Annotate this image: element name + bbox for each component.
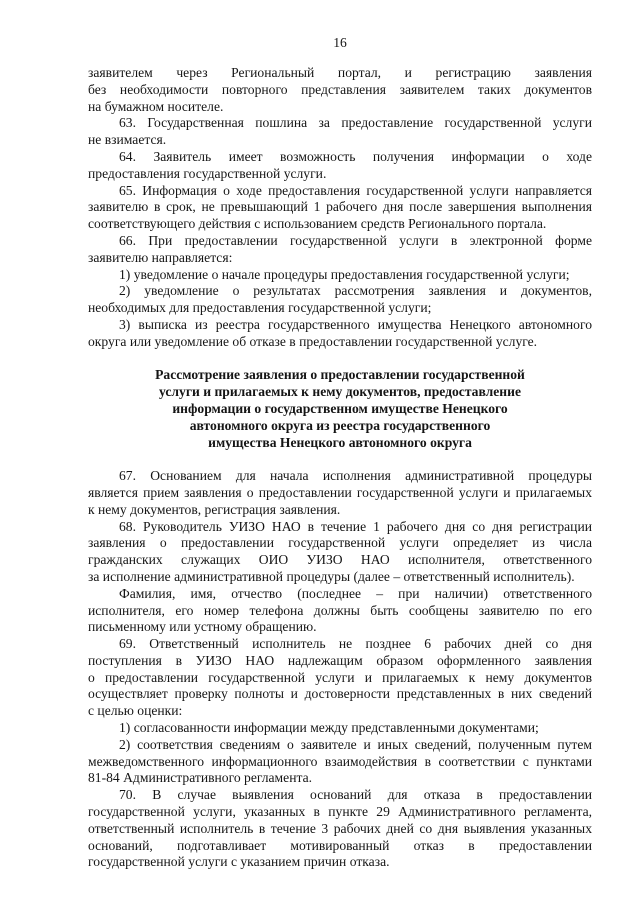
list-item-69-2: [88, 737, 592, 787]
paragraph-65: [88, 183, 592, 233]
paragraph-70: [88, 787, 592, 871]
text-line: за исполнение административной процедуры (далее – ответственный исполнитель).: [88, 568, 575, 584]
text-line: 2) соответствия сведениям о заявителе и иных сведений, полученным путем: [119, 736, 592, 752]
text-line: соответствующего действия с использованием средств Регионального портала.: [88, 216, 547, 232]
text-line: 2) уведомление о результатах рассмотрения заявления и документов,: [119, 283, 592, 299]
paragraph-continuation: [88, 65, 592, 115]
heading-line: Рассмотрение заявления о предоставлении государственной: [155, 367, 525, 383]
paragraph-63: [88, 115, 592, 149]
list-item-69-1: [88, 720, 592, 737]
text-line: 70. В случае выявления оснований для отказа в предоставлении: [119, 787, 592, 803]
text-line: заявителем через Региональный портал, и регистрацию заявления: [88, 65, 592, 80]
text-line: межведомственного информационного взаимодействия в соответствии с пунктами: [88, 753, 592, 769]
text-line: ответственный исполнитель в течение 3 рабочих дней со дня выявления указанных: [88, 820, 592, 836]
text-line: заявления о предоставлении государственной услуги определяет из числа: [88, 535, 592, 551]
text-line: заявителю направляется:: [88, 249, 233, 265]
text-line: 81-84 Административного регламента.: [88, 770, 313, 786]
text-line: к нему документов, регистрация заявления.: [88, 501, 341, 517]
paragraph-69: [88, 636, 592, 720]
text-line: 3) выписка из реестра государственного имущества Ненецкого автономного: [119, 316, 592, 332]
text-line: округа или уведомление об отказе в предоставлении государственной услуге.: [88, 333, 538, 349]
text-line: письменному или устному обращению.: [88, 619, 317, 635]
heading-line: автономного округа из реестра государственного: [189, 417, 491, 433]
text-line: 63. Государственная пошлина за предоставление государственной услуги: [119, 115, 592, 131]
text-line: государственной услуги, указанных в пункте 29 Административного регламента,: [88, 804, 592, 820]
list-item-3: [88, 317, 592, 351]
text-line: на бумажном носителе.: [88, 98, 224, 114]
text-line: осуществляет проверку полноты и достоверности представленных в них сведений: [88, 686, 592, 702]
heading-line: имущества Ненецкого автономного округа: [208, 434, 472, 450]
text-line: Фамилия, имя, отчество (последнее – при наличии) ответственного: [119, 585, 592, 601]
list-item-1: [88, 267, 592, 284]
text-line: 67. Основанием для начала исполнения административной процедуры: [119, 468, 592, 484]
text-line: 1) согласованности информации между представленными документами;: [119, 720, 539, 736]
section-heading: [88, 367, 592, 451]
text-line: 68. Руководитель УИЗО НАО в течение 1 рабочего дня со дня регистрации: [119, 518, 592, 534]
paragraph-68-note: [88, 586, 592, 636]
text-line: исполнителя, его номер телефона должны быть сообщены заявителю по его: [88, 602, 592, 618]
paragraph-64: [88, 149, 592, 183]
text-line: 69. Ответственный исполнитель не позднее 6 рабочих дней со дня: [119, 636, 592, 652]
text-line: 65. Информация о ходе предоставления государственной услуги направляется: [119, 182, 592, 198]
text-line: 64. Заявитель имеет возможность получения информации о ходе: [119, 148, 592, 164]
text-line: оснований, подготавливает мотивированный отказ в предоставлении: [88, 837, 592, 853]
text-line: государственной услуги с указанием причин отказа.: [88, 854, 390, 870]
list-item-2: [88, 283, 592, 317]
text-line: является прием заявления о предоставлении государственной услуги и прилагаемых: [88, 484, 592, 500]
text-line: без необходимости повторного представления заявителем таких документов: [88, 81, 592, 97]
paragraph-67: [88, 468, 592, 518]
text-line: необходимых для предоставления государственной услуги;: [88, 300, 432, 316]
paragraph-66: [88, 233, 592, 267]
page-number: 16: [333, 35, 347, 50]
text-line: о предоставлении государственной услуги и прилагаемых к нему документов: [88, 669, 592, 685]
text-line: 1) уведомление о начале процедуры предоставления государственной услуги;: [119, 266, 570, 282]
paragraph-68: [88, 519, 592, 586]
heading-line: информации о государственном имуществе Ненецкого: [172, 400, 508, 416]
text-line: гражданских служащих ОИО УИЗО НАО исполнителя, ответственного: [88, 552, 592, 568]
text-line: предоставления государственной услуги.: [88, 165, 327, 181]
text-line: 66. При предоставлении государственной услуги в электронной форме: [119, 232, 592, 248]
text-line: не взимается.: [88, 132, 167, 148]
page-body: [88, 65, 592, 871]
text-line: заявителю в срок, не превышающий 1 рабочего дня после завершения выполнения: [88, 199, 592, 215]
text-line: с целью оценки:: [88, 703, 183, 719]
heading-line: услуги и прилагаемых к нему документов, предоставление: [158, 384, 521, 400]
text-line: поступления в УИЗО НАО надлежащим образом оформленного заявления: [88, 652, 592, 668]
